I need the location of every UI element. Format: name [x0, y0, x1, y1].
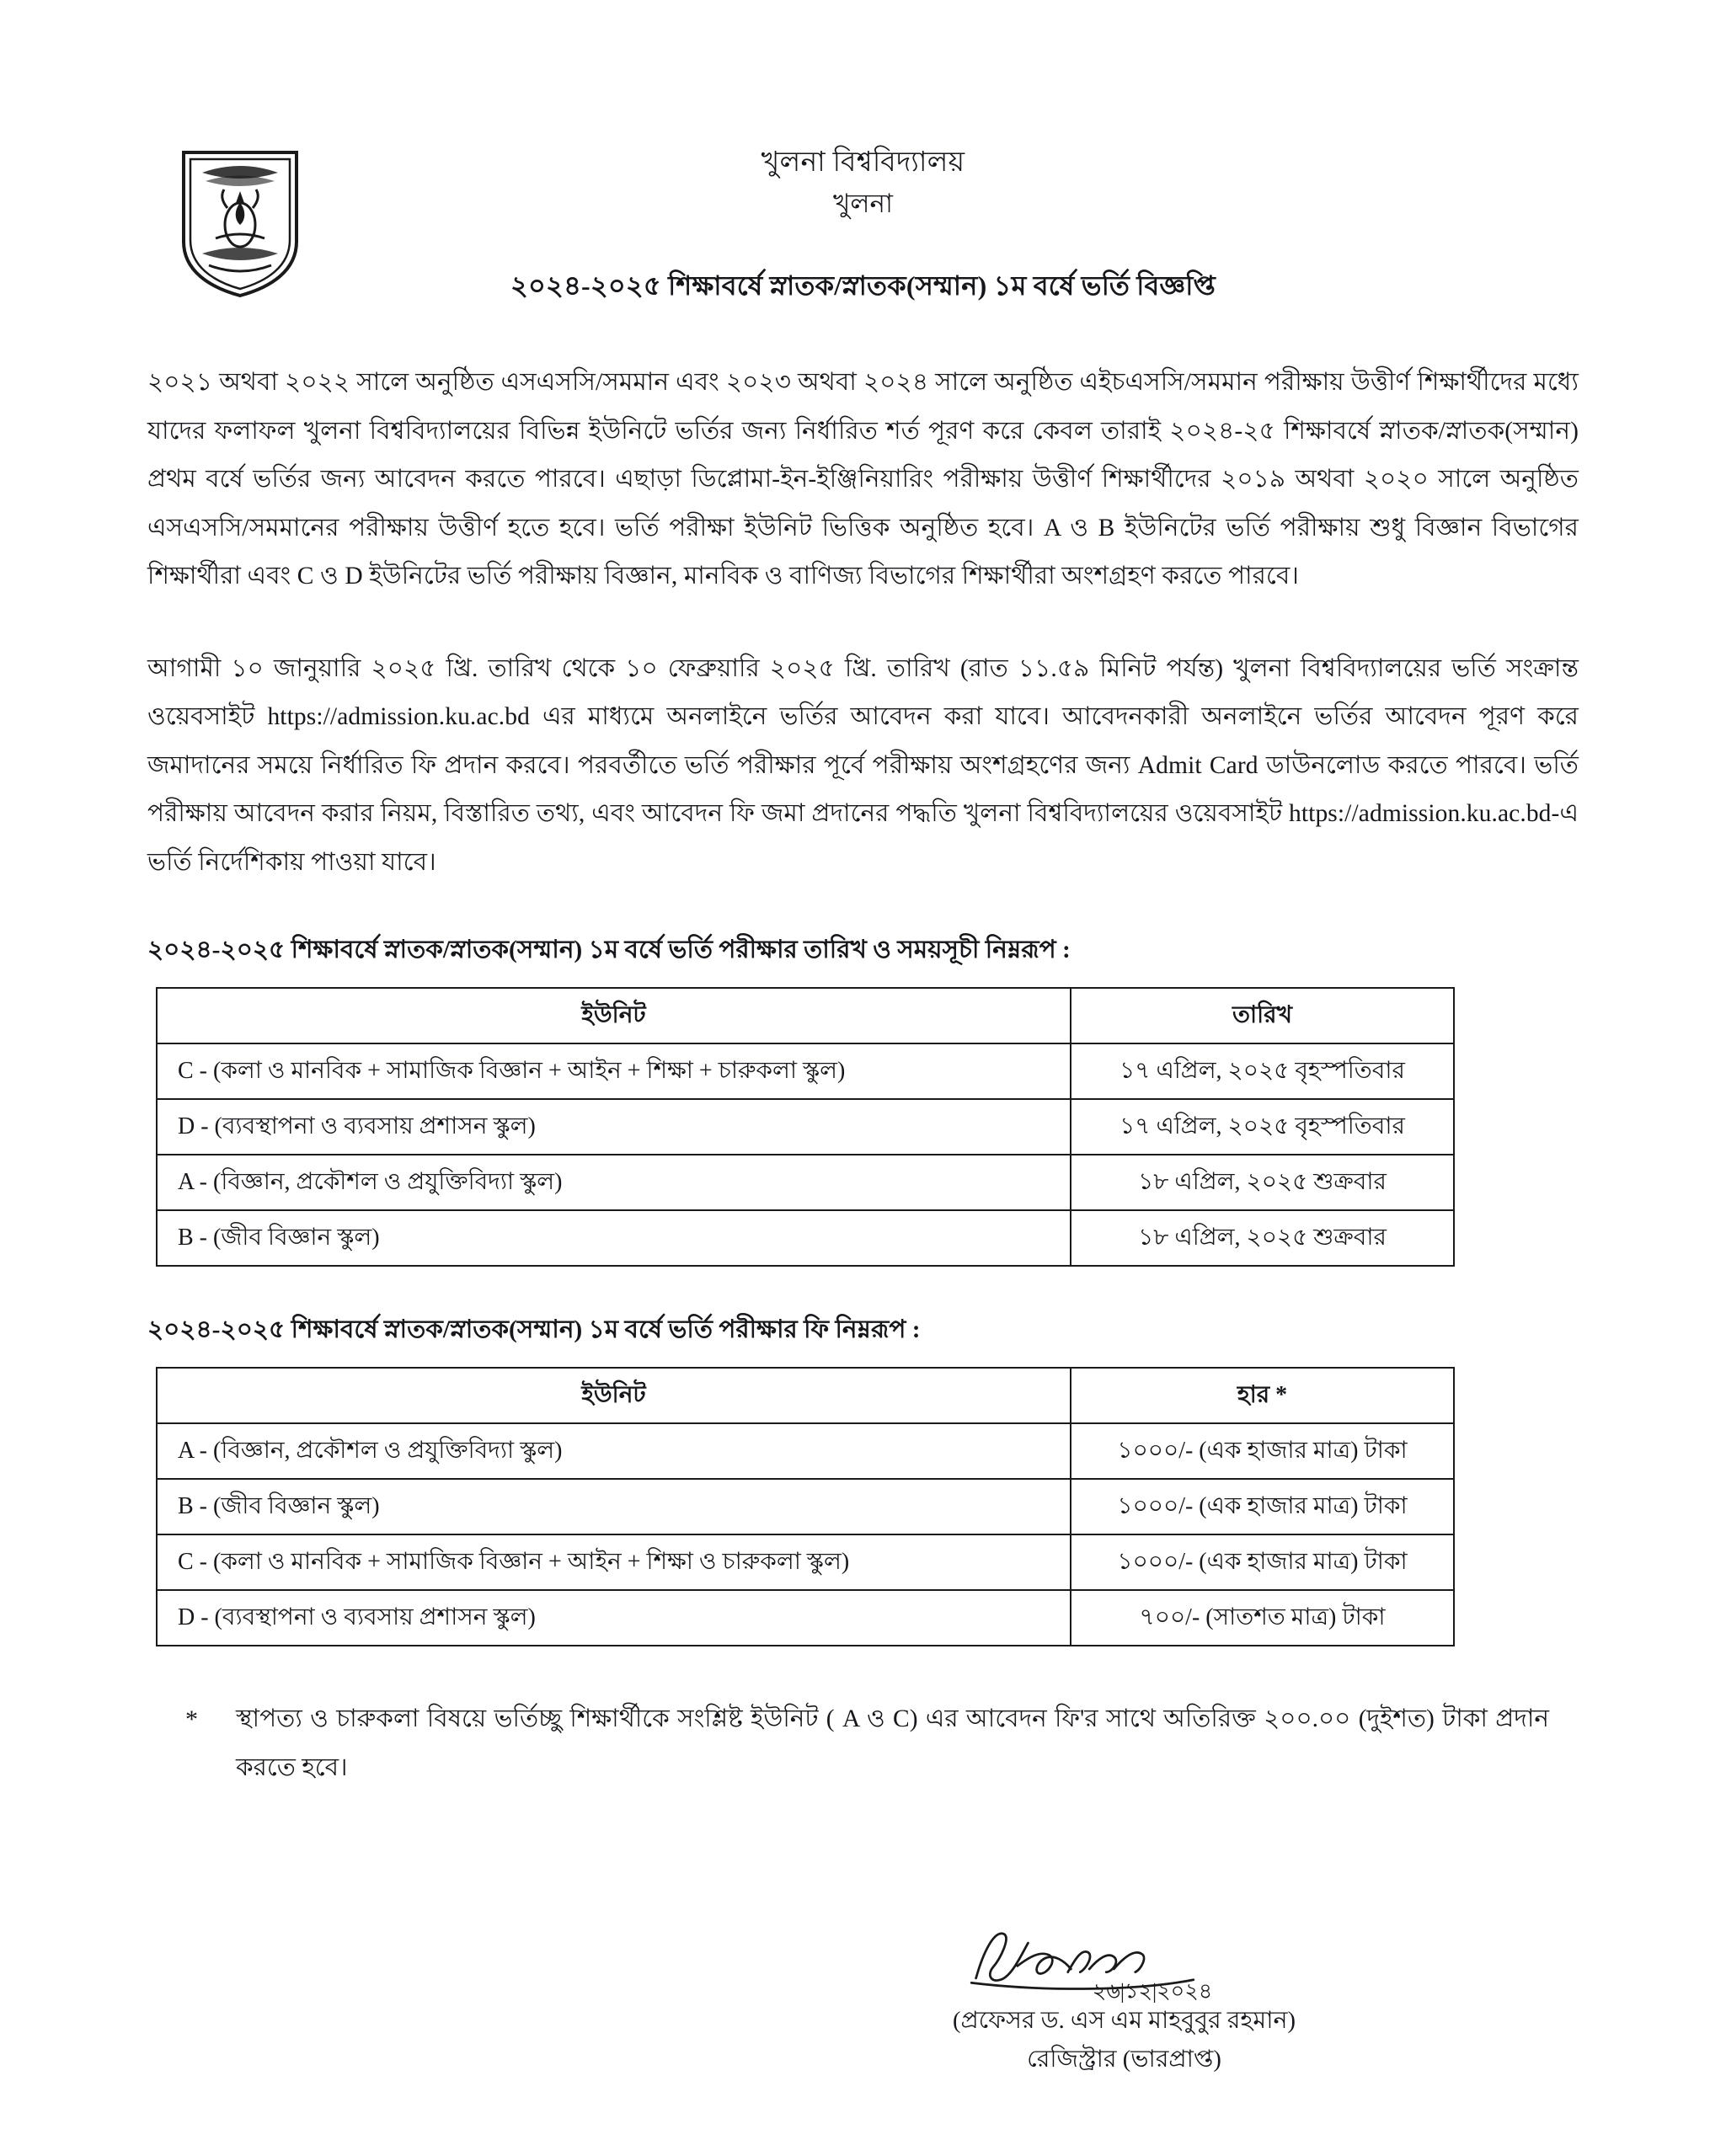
footnote-text: স্থাপত্য ও চারুকলা বিষয়ে ভর্তিচ্ছু শিক্ষার্থীকে সংশ্লিষ্ট ইউনিট ( A ও C) এর আবেদন ফি'র সাথে অতিরিক্ত ২০০.০০ (দুইশত) টাকা প্রদান করতে হবে।: [236, 1705, 1549, 1781]
table-row: [157, 1423, 1454, 1479]
table-row: [157, 1590, 1454, 1646]
schedule-section-title: ২০২৪-২০২৫ শিক্ষাবর্ষে স্নাতক/স্নাতক(সম্মান) ১ম বর্ষে ভর্তি পরীক্ষার তারিখ ও সময়সূচী নিম্নরূপ :: [147, 937, 1071, 964]
exam-fee-table: [156, 1367, 1455, 1646]
university-city: খুলনা: [833, 189, 893, 219]
column-header-unit: ইউনিট: [157, 988, 1071, 1043]
cell-date: ১৭ এপ্রিল, ২০২৫ বৃহস্পতিবার: [1071, 1099, 1454, 1155]
signature-date: ২৬|১২|২০২৪: [1092, 1978, 1212, 2004]
cell-rate: ১০০০/- (এক হাজার মাত্র) টাকা: [1071, 1534, 1454, 1590]
paragraph-eligibility: ২০২১ অথবা ২০২২ সালে অনুষ্ঠিত এসএসসি/সমমান এবং ২০২৩ অথবা ২০২৪ সালে অনুষ্ঠিত এইচএসসি/সমমান পরীক্ষায় উত্তীর্ণ শিক্ষার্থীদের মধ্যে যাদের ফলাফল খুলনা বিশ্ববিদ্যালয়ের বিভিন্ন ইউনিটে ভর্তির জন্য নির্ধারিত শর্ত পূরণ করে কেবল তারাই ২০২৪-২৫ শিক্ষাবর্ষে স্নাতক/স্নাতক(সম্মান) প্রথম বর্ষে ভর্তির জন্য আবেদন করতে পারবে। এছাড়া ডিপ্লোমা-ইন-ইঞ্জিনিয়ারিং পরীক্ষায় উত্তীর্ণ শিক্ষার্থীদের ২০১৯ অথবা ২০২০ সালে অনুষ্ঠিত এসএসসি/সমমানের পরীক্ষায় উত্তীর্ণ হতে হবে। ভর্তি পরীক্ষা ইউনিট ভিত্তিক অনুষ্ঠিত হবে। A ও B ইউনিটের ভর্তি পরীক্ষায় শুধু বিজ্ঞান বিভাগের শিক্ষার্থীরা এবং C ও D ইউনিটের ভর্তি পরীক্ষায় বিজ্ঞান, মানবিক ও বাণিজ্য বিভাগের শিক্ষার্থীরা অংশগ্রহণ করতে পারবে।: [147, 369, 1579, 590]
exam-schedule-table: [156, 987, 1455, 1267]
cell-unit: C - (কলা ও মানবিক + সামাজিক বিজ্ঞান + আইন + শিক্ষা + চারুকলা স্কুল): [157, 1043, 1071, 1099]
cell-date: ১৭ এপ্রিল, ২০২৫ বৃহস্পতিবার: [1071, 1043, 1454, 1099]
notice-title: ২০২৪-২০২৫ শিক্ষাবর্ষে স্নাতক/স্নাতক(সম্মান) ১ম বর্ষে ভর্তি বিজ্ঞপ্তি: [510, 270, 1216, 301]
table-row: [157, 1155, 1454, 1210]
signature-block: [147, 1919, 1579, 2079]
table-row: [157, 1099, 1454, 1155]
cell-unit: A - (বিজ্ঞান, প্রকৌশল ও প্রযুক্তিবিদ্যা স্কুল): [157, 1423, 1071, 1479]
table-header-row: [157, 1368, 1454, 1423]
cell-date: ১৮ এপ্রিল, ২০২৫ শুক্রবার: [1071, 1210, 1454, 1266]
cell-rate: ১০০০/- (এক হাজার মাত্র) টাকা: [1071, 1423, 1454, 1479]
paragraph-application: আগামী ১০ জানুয়ারি ২০২৫ খ্রি. তারিখ থেকে ১০ ফেব্রুয়ারি ২০২৫ খ্রি. তারিখ (রাত ১১.৫৯ মিনিট পর্যন্ত) খুলনা বিশ্ববিদ্যালয়ের ভর্তি সংক্রান্ত ওয়েবসাইট https://admission.ku.ac.bd এর মাধ্যমে অনলাইনে ভর্তির আবেদন করা যাবে। আবেদনকারী অনলাইনে ভর্তির আবেদন পূরণ করে জমাদানের সময়ে নির্ধারিত ফি প্রদান করবে। পরবর্তীতে ভর্তি পরীক্ষার পূর্বে পরীক্ষায় অংশগ্রহণের জন্য Admit Card ডাউনলোড করতে পারবে। ভর্তি পরীক্ষায় আবেদন করার নিয়ম, বিস্তারিত তথ্য, এবং আবেদন ফি জমা প্রদানের পদ্ধতি খুলনা বিশ্ববিদ্যালয়ের ওয়েবসাইট https://admission.ku.ac.bd-এ ভর্তি নির্দেশিকায় পাওয়া যাবে।: [147, 654, 1579, 876]
table-row: [157, 1534, 1454, 1590]
cell-unit: D - (ব্যবস্থাপনা ও ব্যবসায় প্রশাসন স্কুল): [157, 1590, 1071, 1646]
column-header-rate: হার *: [1071, 1368, 1454, 1423]
cell-unit: C - (কলা ও মানবিক + সামাজিক বিজ্ঞান + আইন + শিক্ষা ও চারুকলা স্কুল): [157, 1534, 1071, 1590]
cell-date: ১৮ এপ্রিল, ২০২৫ শুক্রবার: [1071, 1155, 1454, 1210]
cell-unit: B - (জীব বিজ্ঞান স্কুল): [157, 1479, 1071, 1534]
university-crest-icon: [177, 147, 303, 299]
column-header-date: তারিখ: [1071, 988, 1454, 1043]
cell-rate: ৭০০/- (সাতশত মাত্র) টাকা: [1071, 1590, 1454, 1646]
document-header: [147, 126, 1579, 320]
cell-rate: ১০০০/- (এক হাজার মাত্র) টাকা: [1071, 1479, 1454, 1534]
footnote-marker: *: [185, 1705, 198, 1734]
footnote: [147, 1695, 1579, 1792]
table-row: [157, 1210, 1454, 1266]
signatory-designation: রেজিস্ট্রার (ভারপ্রাপ্ত): [1027, 2046, 1221, 2073]
fee-section-title: ২০২৪-২০২৫ শিক্ষাবর্ষে স্নাতক/স্নাতক(সম্মান) ১ম বর্ষে ভর্তি পরীক্ষার ফি নিম্নরূপ :: [147, 1316, 921, 1344]
column-header-unit: ইউনিট: [157, 1368, 1071, 1423]
cell-unit: A - (বিজ্ঞান, প্রকৌশল ও প্রযুক্তিবিদ্যা স্কুল): [157, 1155, 1071, 1210]
cell-unit: B - (জীব বিজ্ঞান স্কুল): [157, 1210, 1071, 1266]
cell-unit: D - (ব্যবস্থাপনা ও ব্যবসায় প্রশাসন স্কুল): [157, 1099, 1071, 1155]
table-row: [157, 1043, 1454, 1099]
table-row: [157, 1479, 1454, 1534]
handwritten-signature: [670, 1919, 1579, 2004]
university-name: খুলনা বিশ্ববিদ্যালয়: [761, 147, 965, 178]
table-header-row: [157, 988, 1454, 1043]
signatory-name: (প্রফেসর ড. এস এম মাহবুবুর রহমান): [953, 2008, 1296, 2035]
heading-block: [147, 126, 1579, 310]
